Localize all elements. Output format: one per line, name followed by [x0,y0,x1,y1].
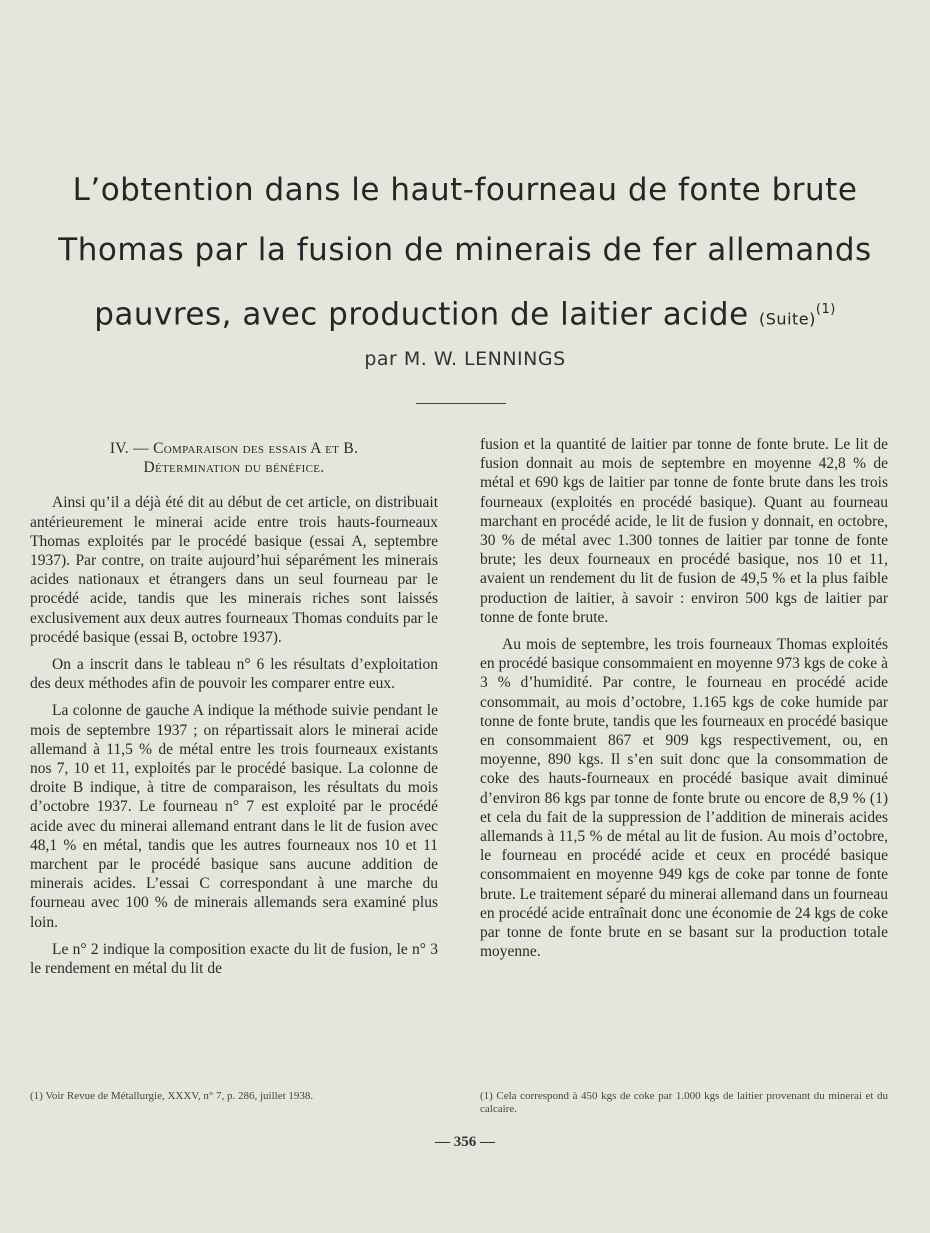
paragraph: fusion et la quantité de laitier par tonne de fonte brute. Le lit de fusion donnait au mois de septembre en moyenne 42,8 % de métal et 690 kgs de laitier par tonne de fonte brute dans les trois fourneaux (exploités en procédé basique). Quant au fourneau marchant en procédé acide, le lit de fusion y donnait, en octobre, 30 % de métal avec 1.300 tonnes de laitier par tonne de fonte brute; les deux fourneaux en procédé basique, nos 10 et 11, avaient un rendement du lit de fusion de 49,5 % et la plus faible production de laitier, à savoir : environ 500 kgs de laitier par tonne de fonte brute. [480,436,888,626]
footnote-left: (1) Voir Revue de Métallurgie, XXXV, n° 7, p. 286, juillet 1938. [30,1090,314,1102]
title-line-2: Thomas par la fusion de minerais de fer allemands [58,232,872,268]
right-column [480,435,888,969]
footnote-right: (1) Cela correspond à 450 kgs de coke par 1.000 kgs de laitier provenant du minerai et du calcaire. [480,1090,888,1115]
left-column [30,435,438,986]
title-footnote-marker: (1) [815,302,836,317]
separator-rule [416,403,506,404]
title-suite: (Suite) [759,309,816,329]
page-number: — 356 — [435,1134,495,1150]
section-heading [30,439,438,477]
paragraph: Au mois de septembre, les trois fourneaux Thomas exploités en procédé basique consommaient en moyenne 973 kgs de coke à 3 % d’humidité. Par contre, le fourneau en procédé acide consommait, au mois d’octobre, 1.165 kgs de coke humide par tonne de fonte brute, tandis que les fourneaux en procédé basique en consommaient 867 et 909 kgs respectivement, ou, en moyenne, 890 kgs. Il s’en suit donc que la consommation de coke des hauts-fourneaux en procédé basique avait diminué d’environ 86 kgs par tonne de fonte brute ou encore de 8,9 % (1) et cela du fait de la suppression de l’addition de minerais acides allemands à 11,5 % de métal au lit de fusion. Au mois d’octobre, le fourneau en procédé acide et ceux en procédé basique consommaient en moyenne 949 kgs de coke par tonne de fonte brute. Le traitement séparé du minerai allemand dans un fourneau en procédé acide entraînait donc une économie de 24 kgs de coke par tonne de fonte brute en se basant sur la production totale moyenne. [480,636,889,961]
title-line-1: L’obtention dans le haut-fourneau de fonte brute [72,172,858,208]
paragraph: La colonne de gauche A indique la méthode suivie pendant le mois de septembre 1937 ; on répartissait alors le minerai acide allemand à 11,5 % de métal entre les trois fourneaux existants nos 7, 10 et 11, exploités par le procédé basique. La colonne de droite B indique, à titre de comparaison, les résultats du mois d’octobre 1937. Le fourneau n° 7 est exploité par le procédé acide avec du minerai allemand entrant dans le lit de fusion avec 48,1 % en métal, tandis que les autres fourneaux nos 10 et 11 marchent par le procédé basique sans aucune addition de minerais acides. L’essai C correspondant à une marche du fourneau avec 100 % de minerais allemands sera examiné plus loin. [30,702,438,931]
section-heading-line-2: Détermination du bénéfice. [143,459,325,477]
paragraph: On a inscrit dans le tableau n° 6 les résultats d’exploitation des deux méthodes afin de pouvoir les comparer entre eux. [30,656,438,693]
section-heading-line-1: IV. — Comparaison des essais A et B. [109,440,359,457]
paragraph: Ainsi qu’il a déjà été dit au début de cet article, on distribuait antérieurement le minerai acide entre trois hauts-fourneaux Thomas exploités par le procédé basique (essai A, septembre 1937). Par contre, on traite aujourd’hui séparément les minerais acides nationaux et étrangers dans un seul fourneau par le procédé acide, tandis que les minerais riches sont laissés exclusivement aux deux autres fourneaux Thomas conduits par le procédé basique (essai B, octobre 1937). [30,494,438,646]
article-title [20,160,910,349]
paragraph: Le n° 2 indique la composition exacte du lit de fusion, le n° 3 le rendement en métal du lit de [30,940,438,978]
author-line: par M. W. LENNINGS [364,348,566,370]
title-line-3: pauvres, avec production de laitier acide [94,296,749,333]
